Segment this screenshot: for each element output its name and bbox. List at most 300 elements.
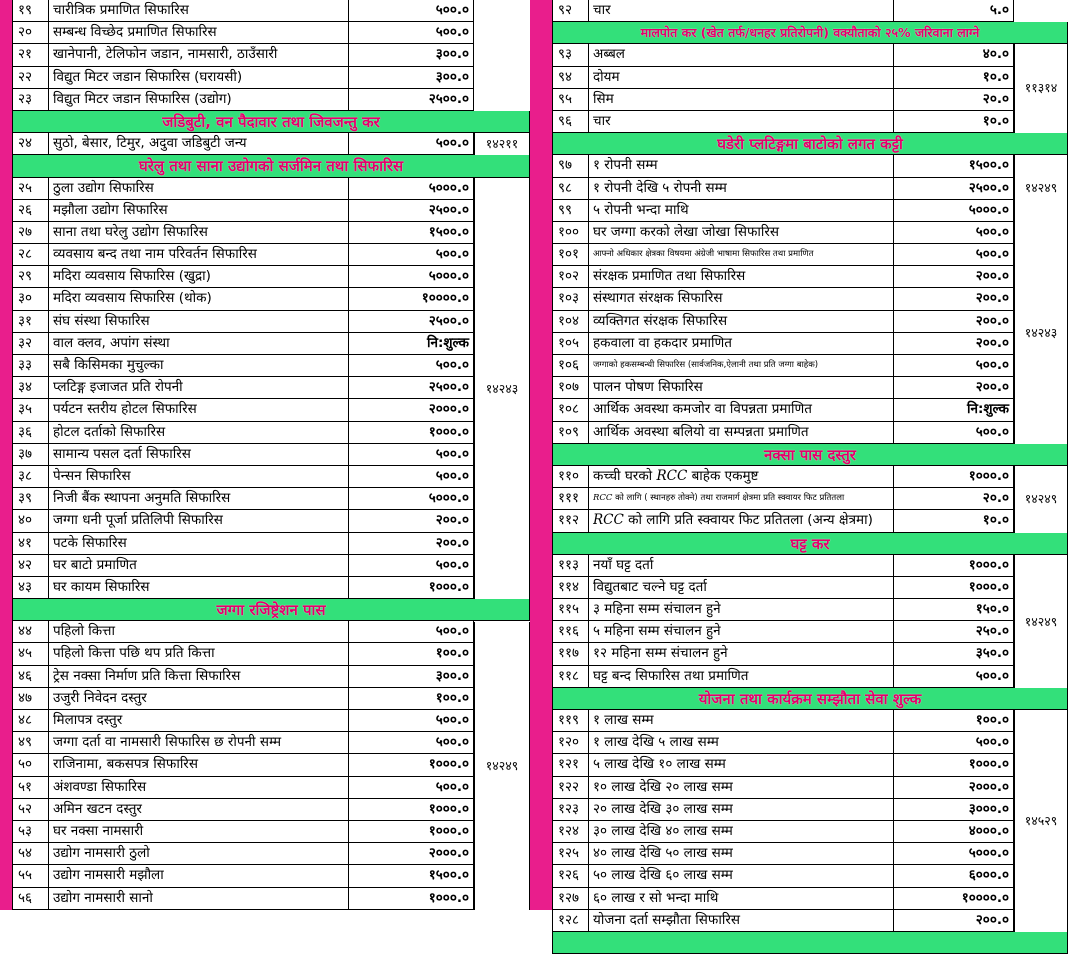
amount: २००.०: [893, 311, 1015, 332]
amount: १००००.०: [893, 888, 1015, 909]
serial-number: १९: [13, 0, 49, 21]
amount: ५००.०: [348, 444, 475, 465]
item-name: मझौला उद्योग सिफारिस: [53, 201, 168, 218]
budget-code: १४२४३: [1014, 222, 1068, 444]
serial-number: ४४: [13, 621, 49, 642]
amount: १०००.०: [893, 466, 1015, 487]
table-row: [552, 311, 1014, 333]
section-header: [552, 932, 1068, 954]
table-row: [12, 333, 474, 355]
serial-number: ९४: [553, 67, 589, 88]
item-name: चार: [593, 112, 611, 129]
amount: ५०००.०: [348, 488, 475, 509]
item-name: जग्गा धनी पूर्जा प्रतिलिपी सिफारिस: [53, 512, 223, 529]
left-fee-table: [12, 0, 530, 910]
item-name: सुठो, बेसार, टिमुर, अदुवा जडिबुटी जन्य: [53, 135, 247, 152]
item-name: ट्रेस नक्सा निर्माण प्रति कित्ता सिफारिस: [53, 667, 241, 684]
table-row: [552, 599, 1014, 621]
item-name: घर नक्सा नामसारी: [53, 822, 144, 839]
serial-number: ११९: [553, 710, 589, 731]
item-name: विद्युतबाट चल्ने घट्ट दर्ता: [593, 578, 707, 595]
amount: २००.०: [893, 288, 1015, 309]
item-name: १० लाख देखि २० लाख सम्म: [593, 778, 733, 795]
amount: १०.०: [893, 67, 1015, 88]
amount: १००००.०: [348, 288, 475, 309]
item-name: विद्युत मिटर जडान सिफारिस (घरायसी): [53, 68, 243, 85]
table-row: [12, 22, 474, 44]
serial-number: २६: [13, 200, 49, 221]
serial-number: ३७: [13, 444, 49, 465]
serial-number: ४१: [13, 533, 49, 554]
amount: १०००.०: [348, 422, 475, 443]
table-row: [552, 244, 1014, 266]
amount: ५००.०: [893, 422, 1015, 443]
item-name: ५ महिना सम्म संचालन हुने: [593, 623, 721, 640]
serial-number: ११३: [553, 555, 589, 576]
serial-number: ५५: [13, 865, 49, 886]
rcc-label: RCC: [593, 493, 613, 504]
table-row: [12, 710, 474, 732]
table-row: [12, 422, 474, 444]
table-row: [12, 865, 474, 887]
item-name: २० लाख देखि ३० लाख सम्म: [593, 800, 733, 817]
serial-number: ४९: [13, 732, 49, 753]
serial-number: २३: [13, 89, 49, 110]
serial-number: १०३: [553, 288, 589, 309]
amount: २०.०: [893, 488, 1015, 509]
item-name: पालन पोषण सिफारिस: [593, 379, 703, 396]
item-name: ५ लाख देखि १० लाख सम्म: [593, 756, 726, 773]
item-name: [593, 510, 889, 531]
serial-number: ११०: [553, 466, 589, 487]
serial-number: ४०: [13, 510, 49, 531]
amount: २०००.०: [893, 777, 1015, 798]
table-row: [12, 510, 474, 532]
amount: १०००.०: [348, 799, 475, 820]
item-name: पेन्सन सिफारिस: [53, 467, 131, 484]
serial-number: ४६: [13, 666, 49, 687]
section-header: योजना तथा कार्यक्रम सम्झौता सेवा शुल्क: [552, 688, 1068, 710]
table-row: [552, 89, 1014, 111]
amount: ५००.०: [348, 0, 475, 21]
table-row: [12, 688, 474, 710]
item-name: संरक्षक प्रमाणित तथा सिफारिस: [593, 268, 746, 285]
table-row: [552, 865, 1014, 887]
amount: १५००.०: [348, 222, 475, 243]
item-name: पहिलो कित्ता पछि थप प्रति कित्ता: [53, 645, 215, 662]
item-name: मदिरा व्यवसाय सिफारिस (खुद्रा): [53, 268, 211, 285]
item-name: आर्थिक अवस्था बलियो वा सम्पन्नता प्रमाणित: [593, 423, 809, 440]
table-row: [552, 710, 1014, 732]
amount: ३००.०: [348, 666, 475, 687]
serial-number: ५०: [13, 754, 49, 775]
amount: ५००.०: [893, 222, 1015, 243]
section-header: जग्गा रजिष्ट्रेशन पास: [12, 599, 530, 621]
table-row: [552, 777, 1014, 799]
table-row: [12, 444, 474, 466]
item-name: चारीत्रिक प्रमाणित सिफारिस: [53, 2, 189, 18]
serial-number: १२३: [553, 799, 589, 820]
budget-code: १४२४३: [474, 178, 530, 600]
item-name: [593, 466, 889, 487]
table-row: [552, 288, 1014, 310]
serial-number: १००: [553, 222, 589, 243]
table-row: [552, 910, 1014, 932]
serial-number: ३२: [13, 333, 49, 354]
serial-number: २७: [13, 222, 49, 243]
serial-number: ४५: [13, 643, 49, 664]
table-row: [12, 178, 474, 200]
amount: २००.०: [893, 377, 1015, 398]
amount: ५००.०: [348, 22, 475, 43]
table-row: [552, 510, 1014, 532]
table-row: [12, 311, 474, 333]
table-row: [12, 89, 474, 111]
amount: ५.०: [893, 0, 1015, 21]
section-header: घरेलु तथा साना उद्योगको सर्जमिन तथा सिफारिस: [12, 155, 530, 177]
item-name: निजी बैंक स्थापना अनुमति सिफारिस: [53, 490, 231, 507]
serial-number: ९२: [553, 0, 589, 21]
serial-number: १२८: [553, 910, 589, 931]
table-row: [12, 488, 474, 510]
item-name: ५० लाख देखि ६० लाख सम्म: [593, 867, 733, 884]
serial-number: ३६: [13, 422, 49, 443]
amount: ३५०.०: [893, 643, 1015, 664]
table-row: [552, 44, 1014, 66]
serial-number: ४७: [13, 688, 49, 709]
item-name-part: को लागि प्रति स्क्वायर फिट प्रतितला (अन्य क्षेत्रमा): [623, 512, 873, 529]
amount: १५००.०: [893, 155, 1015, 176]
serial-number: ९९: [553, 200, 589, 221]
serial-number: ९५: [553, 89, 589, 110]
item-name: आफ्नो अधिकार क्षेत्रका विषयमा अंग्रेजी भाषामा सिफारिस तथा प्रमाणित: [593, 249, 814, 260]
budget-code: ११३१४: [1014, 44, 1068, 133]
table-row: [552, 643, 1014, 665]
item-name: घट्ट बन्द सिफारिस तथा प्रमाणित: [593, 667, 749, 684]
budget-code: १४२४९: [1014, 555, 1068, 688]
item-name: उजुरी निवेदन दस्तुर: [53, 689, 147, 706]
serial-number: ११४: [553, 577, 589, 598]
table-row: [552, 488, 1014, 510]
amount: ५०००.०: [348, 178, 475, 199]
item-name: पहिलो कित्ता: [53, 623, 115, 640]
section-header: मालपोत कर (खेत तर्फ/धनहर प्रतिरोपनी) वक्यौताको २५% जरिवाना लाग्ने: [552, 22, 1068, 44]
table-row: [552, 555, 1014, 577]
serial-number: २०: [13, 22, 49, 43]
item-name: राजिनामा, बकसपत्र सिफारिस: [53, 756, 198, 773]
budget-code: १४५२९: [1014, 710, 1068, 932]
serial-number: ३०: [13, 288, 49, 309]
amount: ५००.०: [348, 244, 475, 265]
item-name: जग्गा दर्ता वा नामसारी सिफारिस छ रोपनी सम्म: [53, 734, 282, 751]
amount: ५००.०: [348, 732, 475, 753]
item-name: १ लाख सम्म: [593, 712, 654, 728]
table-row: [12, 355, 474, 377]
table-row: [552, 666, 1014, 688]
item-name: संघ संस्था सिफारिस: [53, 312, 150, 329]
item-name: घर कायम सिफारिस: [53, 578, 150, 595]
table-row: [12, 777, 474, 799]
serial-number: ४२: [13, 555, 49, 576]
amount: १५००.०: [348, 865, 475, 886]
item-name: ६० लाख र सो भन्दा माथि: [593, 889, 719, 906]
item-name: हकवाला वा हकदार प्रमाणित: [593, 334, 732, 351]
item-name: आर्थिक अवस्था कमजोर वा विपन्नता प्रमाणित: [593, 401, 812, 418]
item-name: साना तथा घरेलु उद्योग सिफारिस: [53, 223, 208, 240]
serial-number: ५४: [13, 843, 49, 864]
amount: २०.०: [893, 89, 1015, 110]
amount: ५०००.०: [893, 843, 1015, 864]
table-row: [552, 111, 1014, 133]
table-row: [12, 44, 474, 66]
table-row: [552, 466, 1014, 488]
item-name-part: बाहेक एकमुष्ट: [687, 467, 759, 484]
budget-code: १४२४९: [474, 622, 530, 911]
table-row: [12, 577, 474, 599]
table-row: [552, 732, 1014, 754]
amount: १०००.०: [348, 577, 475, 598]
item-name: विद्युत मिटर जडान सिफारिस (उद्योग): [53, 90, 232, 107]
serial-number: ९३: [553, 44, 589, 65]
serial-number: १२४: [553, 821, 589, 842]
table-row: [552, 222, 1014, 244]
item-name: अंशवण्डा सिफारिस: [53, 778, 147, 795]
item-name: संस्थागत संरक्षक सिफारिस: [593, 290, 723, 307]
serial-number: २९: [13, 266, 49, 287]
amount: २०००.०: [348, 399, 475, 420]
item-name: सिम: [593, 90, 614, 107]
table-row: [12, 133, 474, 155]
amount: १००.०: [348, 643, 475, 664]
amount: १०००.०: [893, 577, 1015, 598]
table-row: [552, 266, 1014, 288]
item-name: १ लाख देखि ५ लाख सम्म: [593, 734, 719, 751]
serial-number: ९७: [553, 155, 589, 176]
amount: ५००.०: [348, 133, 475, 154]
serial-number: ५३: [13, 821, 49, 842]
item-name: ३ महिना सम्म संचालन हुने: [593, 601, 721, 618]
amount: १००.०: [348, 688, 475, 709]
item-name: अब्बल: [593, 46, 625, 63]
serial-number: १०५: [553, 333, 589, 354]
table-row: [12, 754, 474, 776]
item-name: पटके सिफारिस: [53, 534, 127, 551]
serial-number: १२२: [553, 777, 589, 798]
amount: नि:शुल्क: [893, 399, 1015, 420]
amount: ५००.०: [348, 621, 475, 642]
amount: २००.०: [348, 533, 475, 554]
table-row: [12, 533, 474, 555]
amount: २५००.०: [348, 377, 475, 398]
table-row: [12, 732, 474, 754]
serial-number: ३८: [13, 466, 49, 487]
item-name: ५ रोपनी भन्दा माथि: [593, 201, 689, 218]
serial-number: २८: [13, 244, 49, 265]
item-name: ठुला उद्योग सिफारिस: [53, 179, 154, 196]
item-name: सामान्य पसल दर्ता सिफारिस: [53, 445, 191, 462]
serial-number: १२५: [553, 843, 589, 864]
serial-number: ११२: [553, 510, 589, 531]
table-row: [12, 266, 474, 288]
table-row: [552, 333, 1014, 355]
budget-code: १४२४९: [1014, 466, 1068, 533]
amount: ५००.०: [893, 244, 1015, 265]
item-name: १२ महिना सम्म संचालन हुने: [593, 645, 728, 662]
item-name: पर्यटन स्तरीय होटल सिफारिस: [53, 401, 197, 418]
amount: ४०००.०: [893, 821, 1015, 842]
amount: १०००.०: [893, 754, 1015, 775]
amount: २५००.०: [348, 89, 475, 110]
serial-number: ४८: [13, 710, 49, 731]
table-row: [12, 621, 474, 643]
middle-pink-strip: [530, 0, 552, 910]
serial-number: ३५: [13, 399, 49, 420]
serial-number: १२१: [553, 754, 589, 775]
amount: २५००.०: [893, 178, 1015, 199]
amount: ५००.०: [348, 710, 475, 731]
amount: ४०.०: [893, 44, 1015, 65]
amount: ५०००.०: [893, 200, 1015, 221]
amount: २००.०: [893, 333, 1015, 354]
table-row: [12, 666, 474, 688]
serial-number: २२: [13, 67, 49, 88]
table-row: [552, 621, 1014, 643]
table-row: [12, 643, 474, 665]
table-row: [12, 799, 474, 821]
table-row: [552, 0, 1014, 22]
serial-number: १२६: [553, 865, 589, 886]
item-name: उद्योग नामसारी ठुलो: [53, 845, 150, 862]
item-name: दोयम: [593, 68, 620, 85]
item-name-part: कच्ची घरको: [593, 467, 657, 484]
budget-code: १४२४९: [1014, 155, 1068, 222]
serial-number: ९८: [553, 178, 589, 199]
amount: १०.०: [893, 510, 1015, 531]
table-row: [12, 888, 474, 910]
amount: ६०००.०: [893, 865, 1015, 886]
serial-number: ३९: [13, 488, 49, 509]
amount: १०.०: [893, 111, 1015, 132]
item-name: वाल क्लव, अपांग संस्था: [53, 334, 170, 351]
item-name: योजना दर्ता सम्झौता सिफारिस: [593, 911, 740, 928]
item-name-part: को लागि ( स्थानहरु तोक्ने) तथा राजमार्ग क्षेत्रमा प्रति स्क्वायर फिट प्रतितला: [612, 493, 845, 504]
serial-number: २५: [13, 178, 49, 199]
serial-number: २४: [13, 133, 49, 154]
item-name: खानेपानी, टेलिफोन जडान, नामसारी, ठाउँसारी: [53, 46, 278, 63]
amount: ३०००.०: [893, 799, 1015, 820]
table-row: [552, 399, 1014, 421]
table-row: [552, 155, 1014, 177]
section-header: घट्ट कर: [552, 533, 1068, 555]
serial-number: १०८: [553, 399, 589, 420]
table-row: [12, 466, 474, 488]
table-row: [552, 577, 1014, 599]
item-name: नयाँ घट्ट दर्ता: [593, 556, 654, 573]
table-row: [12, 67, 474, 89]
item-name: उद्योग नामसारी मझौला: [53, 867, 164, 884]
item-name: १ रोपनी देखि ५ रोपनी सम्म: [593, 179, 727, 196]
section-header: जडिबुटी, वन पैदावार तथा जिवजन्तु कर: [12, 111, 530, 133]
serial-number: १११: [553, 488, 589, 509]
section-header: घडेरी प्लटिङ्गमा बाटोको लगत कट्टी: [552, 133, 1068, 155]
serial-number: ५६: [13, 888, 49, 909]
amount: ३००.०: [348, 67, 475, 88]
budget-code: १४२११: [474, 133, 530, 155]
table-row: [12, 200, 474, 222]
serial-number: १२०: [553, 732, 589, 753]
item-name: चार: [593, 2, 611, 18]
rcc-label: RCC: [593, 512, 624, 529]
serial-number: ५१: [13, 777, 49, 798]
amount: १००.०: [893, 710, 1015, 731]
serial-number: १०७: [553, 377, 589, 398]
table-row: [12, 821, 474, 843]
serial-number: ९६: [553, 111, 589, 132]
amount: २५००.०: [348, 311, 475, 332]
item-name: सम्बन्ध विच्छेद प्रमाणित सिफारिस: [53, 24, 217, 41]
item-name: घर जग्गा करको लेखा जोखा सिफारिस: [593, 223, 780, 240]
item-name: होटल दर्ताको सिफारिस: [53, 423, 166, 440]
table-row: [12, 244, 474, 266]
amount: ५००.०: [893, 355, 1015, 376]
table-row: [12, 377, 474, 399]
serial-number: ११५: [553, 599, 589, 620]
table-row: [552, 843, 1014, 865]
amount: २००.०: [893, 910, 1015, 931]
table-row: [552, 422, 1014, 444]
serial-number: ११७: [553, 643, 589, 664]
table-row: [552, 355, 1014, 377]
item-name: मदिरा व्यवसाय सिफारिस (थोक): [53, 290, 212, 307]
amount: ५००.०: [348, 355, 475, 376]
serial-number: ३३: [13, 355, 49, 376]
amount: २०००.०: [348, 843, 475, 864]
serial-number: ३१: [13, 311, 49, 332]
item-name: घर बाटो प्रमाणित: [53, 556, 137, 573]
serial-number: १०१: [553, 244, 589, 265]
table-row: [552, 200, 1014, 222]
table-row: [552, 178, 1014, 200]
amount: ५०००.०: [348, 266, 475, 287]
amount: १०००.०: [348, 821, 475, 842]
table-row: [12, 0, 474, 22]
item-name: व्यवसाय बन्द तथा नाम परिवर्तन सिफारिस: [53, 246, 257, 263]
serial-number: ११६: [553, 621, 589, 642]
item-name: १ रोपनी सम्म: [593, 157, 658, 174]
amount: ३००.०: [348, 44, 475, 65]
item-name: ४० लाख देखि ५० लाख सम्म: [593, 845, 733, 862]
serial-number: ११८: [553, 666, 589, 687]
amount: २००.०: [893, 266, 1015, 287]
rcc-label: RCC: [656, 467, 688, 484]
serial-number: ५२: [13, 799, 49, 820]
table-row: [552, 799, 1014, 821]
serial-number: ४३: [13, 577, 49, 598]
table-row: [12, 843, 474, 865]
table-row: [552, 821, 1014, 843]
item-name: उद्योग नामसारी सानो: [53, 889, 153, 906]
item-name: मिलापत्र दस्तुर: [53, 712, 123, 728]
table-row: [552, 754, 1014, 776]
serial-number: २१: [13, 44, 49, 65]
serial-number: १०४: [553, 311, 589, 332]
amount: २५००.०: [348, 200, 475, 221]
amount: ५००.०: [893, 666, 1015, 687]
table-row: [12, 288, 474, 310]
item-name: जग्गाको हकसम्बन्धी सिफारिस (सार्वजनिक,ऐलानी तथा प्रति जग्गा बाहेक): [593, 360, 819, 370]
table-row: [552, 67, 1014, 89]
amount: २५०.०: [893, 621, 1015, 642]
